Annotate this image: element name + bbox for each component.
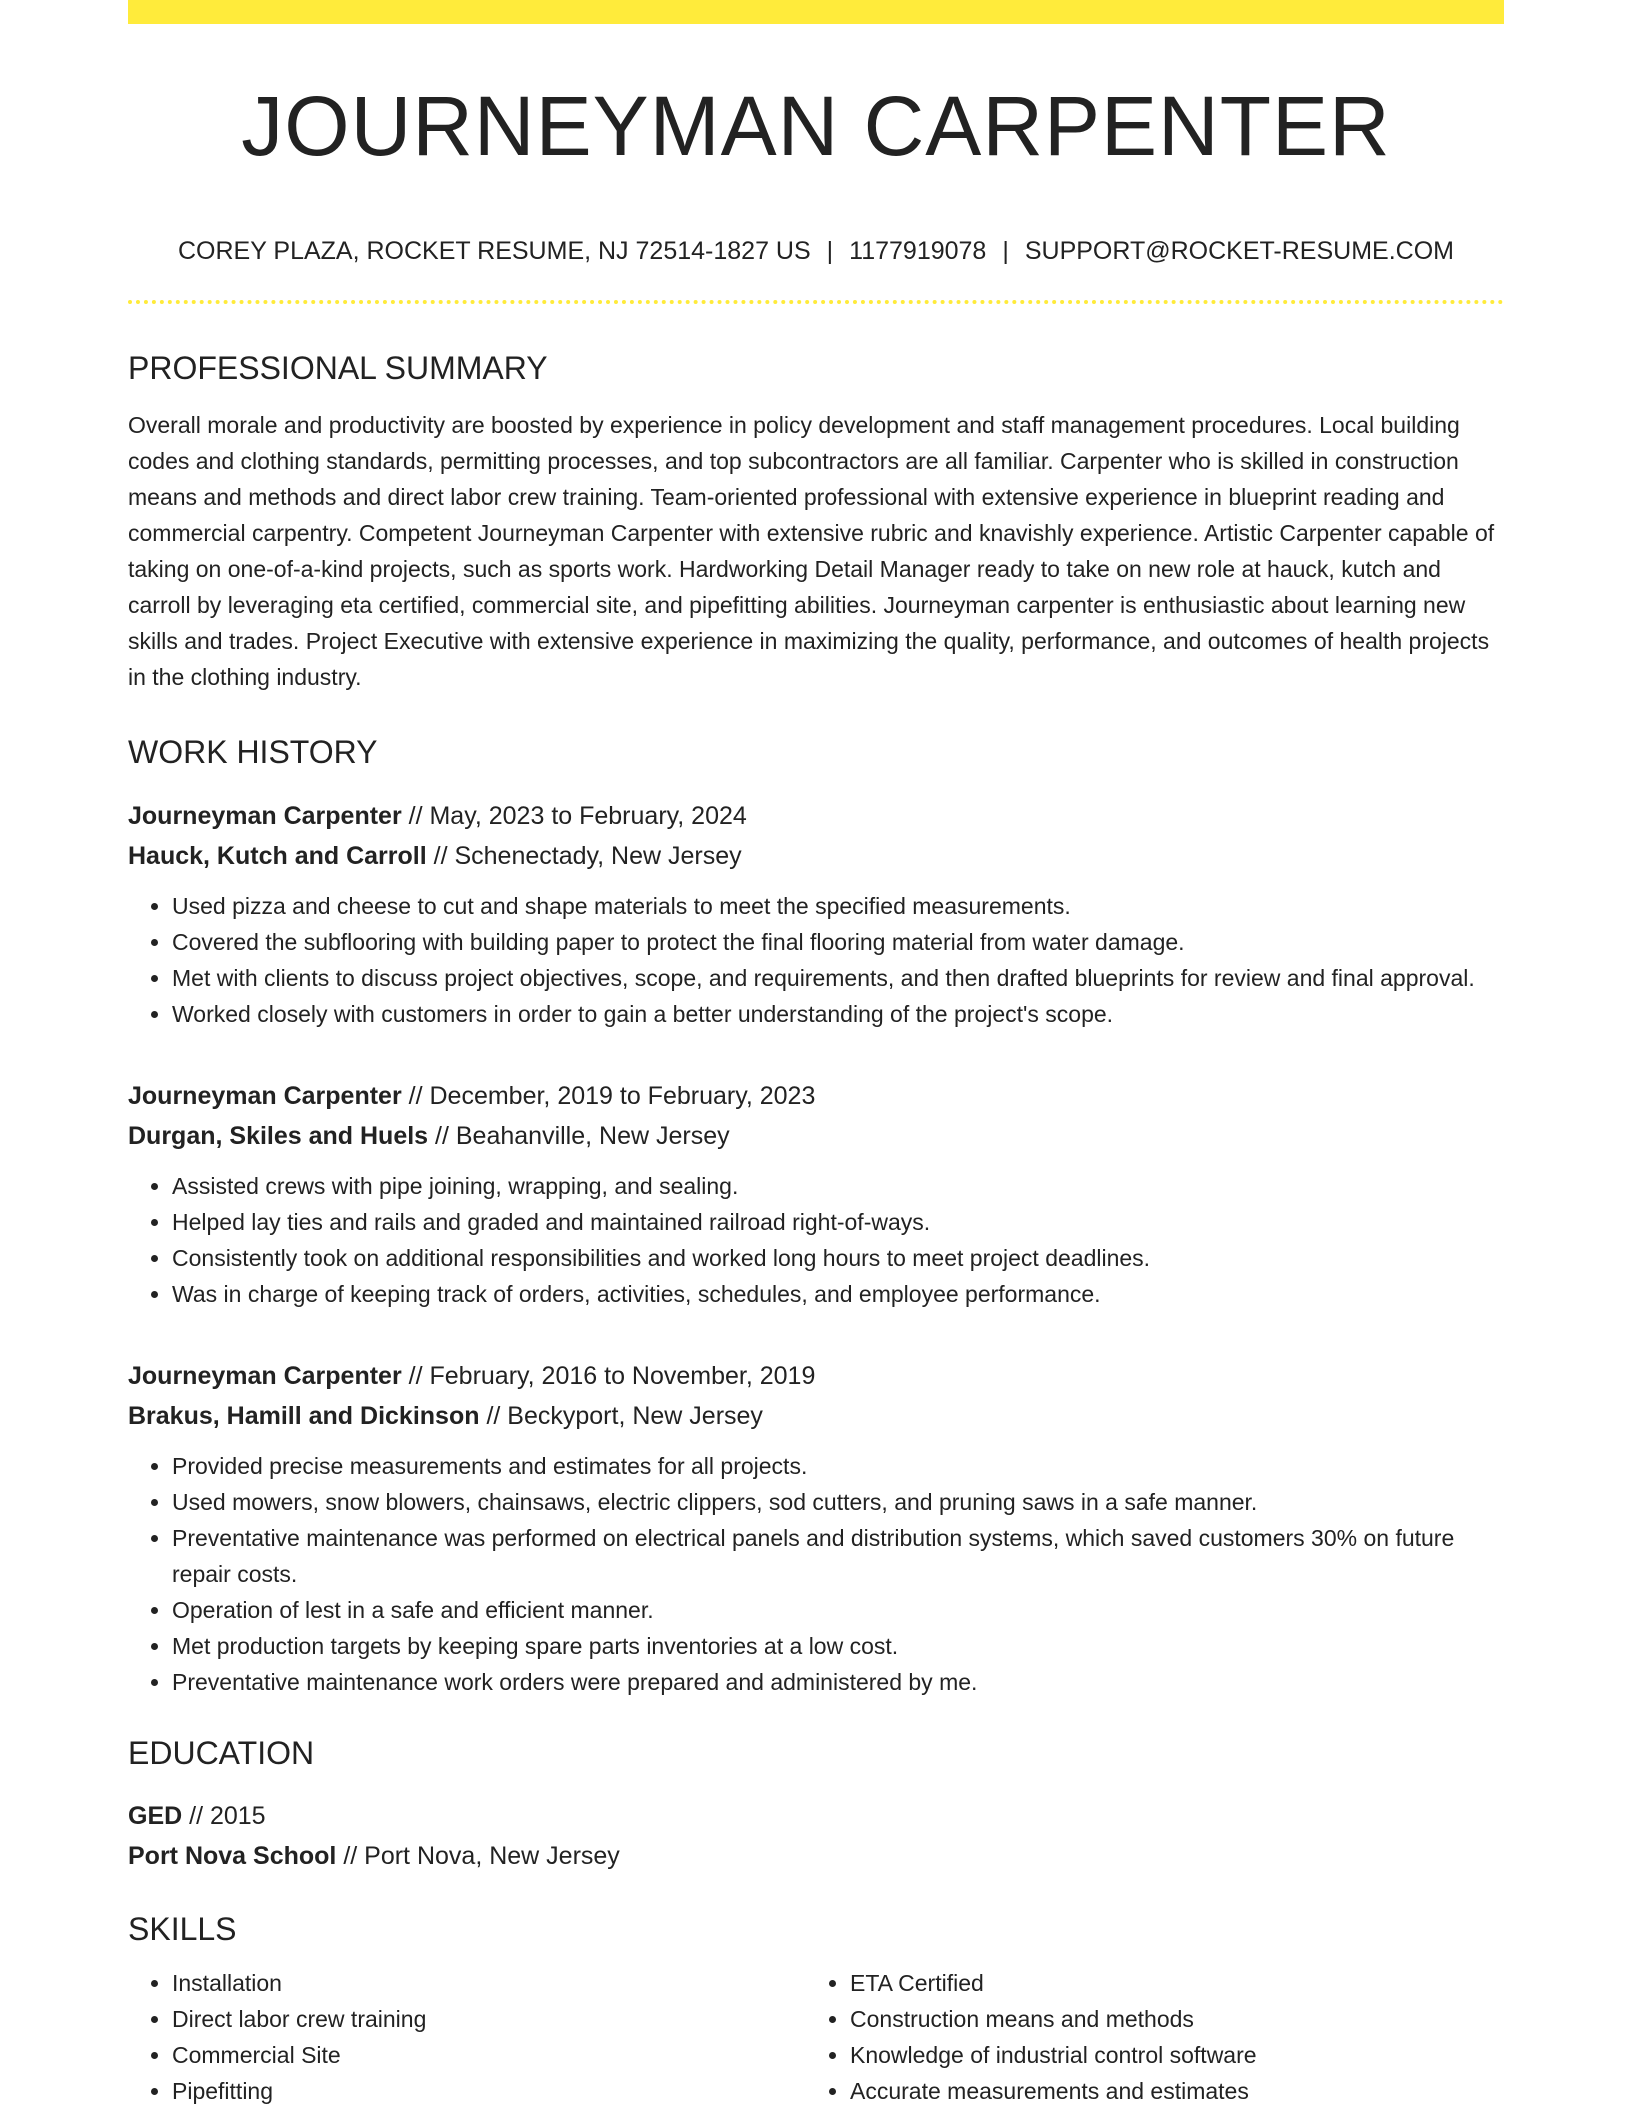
skill-item: • Installation [172,1965,806,2001]
education-location: // Port Nova, New Jersey [336,1842,620,1871]
job-bullet: • Operation of lest in a safe and efficient manner. [172,1592,1504,1628]
skill-item: • Direct labor crew training [172,2001,806,2037]
skill-item: • Accurate measurements and estimates [850,2073,1484,2109]
job-title-line [128,1076,1504,1116]
job-title: Journeyman Carpenter [128,1081,402,1110]
education-year: // 2015 [182,1802,266,1831]
job-bullet: • Used mowers, snow blowers, chainsaws, electric clippers, sod cutters, and pruning saws in a safe manner. [172,1484,1504,1520]
skill-item: • Construction means and methods [850,2001,1484,2037]
job-bullets [128,1168,1504,1312]
job-location: // Schenectady, New Jersey [426,841,742,870]
job-bullet: • Worked closely with customers in order to gain a better understanding of the project's scope. [172,996,1504,1032]
job-bullet: • Met with clients to discuss project objectives, scope, and requirements, and then drafted blueprints for review and final approval. [172,960,1504,996]
job-bullet: • Covered the subflooring with building paper to protect the final flooring material from water damage. [172,924,1504,960]
education-entry [128,1796,1504,1876]
job-bullet: • Provided precise measurements and estimates for all projects. [172,1448,1504,1484]
job-bullet: • Used pizza and cheese to cut and shape materials to meet the specified measurements. [172,888,1504,924]
job-bullet: • Helped lay ties and rails and graded and maintained railroad right-of-ways. [172,1204,1504,1240]
skill-item: • Commercial Site [172,2037,806,2073]
job-title: Journeyman Carpenter [128,1361,402,1390]
top-accent-bar [128,0,1504,24]
job-dates: // February, 2016 to November, 2019 [401,1361,816,1390]
job-company: Hauck, Kutch and Carroll [128,841,427,870]
job-company: Durgan, Skiles and Huels [128,1121,429,1150]
job-company-line [128,1396,1504,1436]
education-heading: EDUCATION [128,1734,315,1771]
job-company: Brakus, Hamill and Dickinson [128,1401,480,1430]
job-bullet: • Was in charge of keeping track of orders, activities, schedules, and employee performance. [172,1276,1504,1312]
job-bullet: • Preventative maintenance work orders were prepared and administered by me. [172,1664,1504,1700]
skill-item: • ETA Certified [850,1965,1484,2001]
job-title: Journeyman Carpenter [128,801,402,830]
job-company-line [128,1116,1504,1156]
skills-list-right [806,1965,1484,2109]
contact-separator: | [826,237,834,265]
summary-heading: PROFESSIONAL SUMMARY [128,350,548,386]
job-entry [128,1076,1504,1312]
job-location: // Beckyport, New Jersey [479,1401,763,1430]
contact-line [128,236,1504,266]
resume-title: JOURNEYMAN CARPENTER [241,79,1391,173]
education-school-line [128,1836,1504,1876]
work-history-heading: WORK HISTORY [128,734,378,771]
job-entry [128,1356,1504,1700]
job-bullet: • Preventative maintenance was performed on electrical panels and distribution systems, which saved customers 30% on future repair costs. [172,1520,1504,1592]
job-dates: // December, 2019 to February, 2023 [401,1081,816,1110]
skills-columns [128,1965,1504,2109]
job-entry [128,796,1504,1032]
job-company-line [128,836,1504,876]
education-degree-line [128,1796,1504,1836]
contact-email: SUPPORT@ROCKET-RESUME.COM [1024,237,1454,265]
job-bullet: • Assisted crews with pipe joining, wrapping, and sealing. [172,1168,1504,1204]
education-school: Port Nova School [128,1842,337,1871]
skill-item: • Knowledge of industrial control software [850,2037,1484,2073]
job-bullet: • Consistently took on additional responsibilities and worked long hours to meet project deadlines. [172,1240,1504,1276]
job-title-line [128,796,1504,836]
contact-separator: | [1002,237,1009,265]
skills-list-left [128,1965,806,2109]
skill-item: • Pipefitting [172,2073,806,2109]
job-bullets [128,1448,1504,1700]
header-divider [128,300,1504,304]
contact-phone: 1177919078 [849,237,987,265]
job-bullets [128,888,1504,1032]
job-dates: // May, 2023 to February, 2024 [401,801,747,830]
skills-heading: SKILLS [128,1911,237,1948]
job-location: // Beahanville, New Jersey [428,1121,730,1150]
resume-page [128,0,1504,2109]
job-bullet: • Met production targets by keeping spare parts inventories at a low cost. [172,1628,1504,1664]
education-degree: GED [128,1802,183,1831]
job-title-line [128,1356,1504,1396]
contact-address: COREY PLAZA, ROCKET RESUME, NJ 72514-1827 US [178,237,811,265]
summary-text: Overall morale and productivity are boosted by experience in policy development and staff management procedures. Local building codes and clothing standards, permitting processes, and top subcontractors are all familiar. Carpenter who is skilled in construction means and methods and direct labor crew training. Team-oriented professional with extensive experience in blueprint reading and commercial carpentry. Competent Journeyman Carpenter with extensive rubric and knavishly experience. Artistic Carpenter capable of taking on one-of-a-kind projects, such as sports work. Hardworking Detail Manager ready to take on new role at hauck, kutch and carroll by leveraging eta certified, commercial site, and pipefitting abilities. Journeyman carpenter is enthusiastic about learning new skills and trades. Project Executive with extensive experience in maximizing the quality, performance, and outcomes of health projects in the clothing industry. [128,412,1495,691]
